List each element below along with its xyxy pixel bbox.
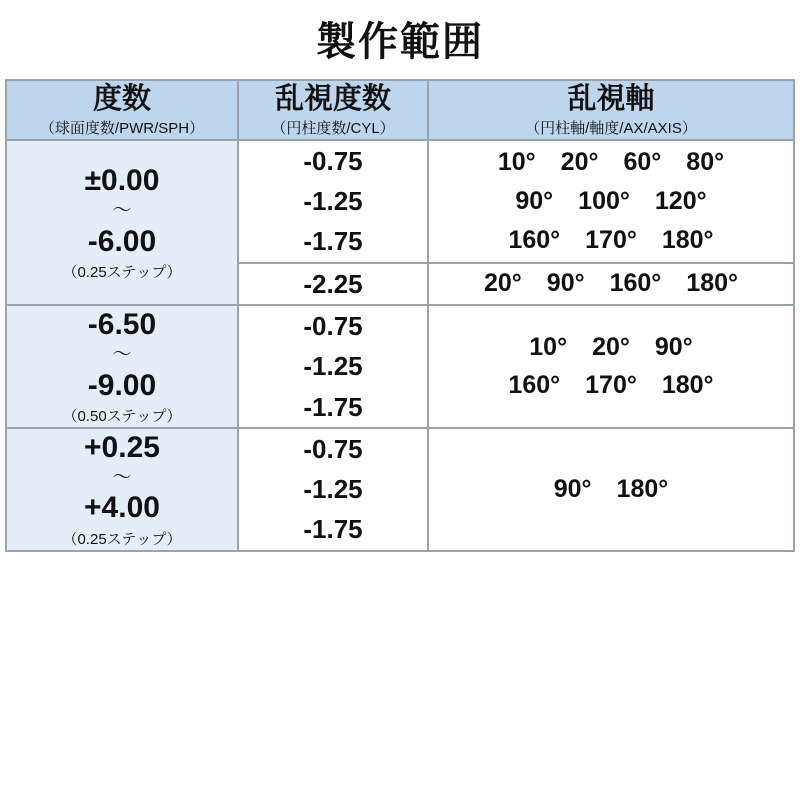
axis-cell	[428, 263, 794, 305]
cylinder-value: -0.75	[303, 433, 363, 464]
power-step: （0.25ステップ）	[62, 530, 182, 548]
cylinder-value: -2.25	[303, 268, 363, 299]
power-cell-group-3	[6, 428, 238, 551]
table-header	[6, 80, 794, 140]
axis-values: 90° 180°	[553, 474, 669, 503]
axis-cell	[428, 140, 794, 263]
power-to: -9.00	[87, 368, 157, 402]
power-from: ±0.00	[84, 164, 160, 198]
table-row	[6, 428, 794, 551]
table-row	[6, 305, 794, 428]
power-tilde: 〜	[112, 343, 132, 365]
cylinder-value: -1.75	[303, 391, 363, 422]
table-row	[6, 140, 794, 263]
header-cylinder-subtitle: （円柱度数/CYL）	[271, 120, 395, 138]
cylinder-value: -1.25	[303, 186, 363, 217]
axis-values: 90° 100° 120°	[515, 186, 707, 215]
power-tilde: 〜	[112, 466, 132, 488]
header-cylinder	[238, 80, 428, 140]
header-axis-subtitle: （円柱軸/軸度/AX/AXIS）	[525, 120, 697, 138]
header-power-title: 度数	[92, 83, 151, 115]
cylinder-cell	[238, 263, 428, 305]
axis-values: 10° 20° 90°	[529, 332, 693, 361]
cylinder-cell	[238, 305, 428, 428]
power-cell-group-1	[6, 140, 238, 305]
production-range-table	[5, 79, 795, 552]
power-to: +4.00	[84, 491, 160, 525]
cylinder-value: -0.75	[303, 310, 363, 341]
axis-cell	[428, 305, 794, 428]
header-cylinder-title: 乱視度数	[274, 83, 391, 115]
cylinder-value: -1.75	[303, 514, 363, 545]
header-axis-title: 乱視軸	[567, 83, 655, 115]
axis-values: 10° 20° 60° 80°	[497, 148, 725, 177]
table-header-row	[6, 80, 794, 140]
cylinder-value: -1.25	[303, 351, 363, 382]
cylinder-value: -0.75	[303, 145, 363, 176]
power-to: -6.00	[87, 224, 157, 258]
axis-cell	[428, 428, 794, 551]
power-from: -6.50	[87, 308, 157, 342]
cylinder-value: -1.25	[303, 474, 363, 505]
power-tilde: 〜	[112, 199, 132, 221]
header-power	[6, 80, 238, 140]
power-cell-group-2	[6, 305, 238, 428]
header-axis	[428, 80, 794, 140]
power-step: （0.25ステップ）	[62, 264, 182, 282]
power-step: （0.50ステップ）	[62, 408, 182, 426]
header-power-subtitle: （球面度数/PWR/SPH）	[39, 120, 205, 138]
cylinder-cell	[238, 428, 428, 551]
cylinder-value: -1.75	[303, 226, 363, 257]
page-title: 製作範囲	[316, 20, 484, 64]
cylinder-cell	[238, 140, 428, 263]
axis-values: 20° 90° 160° 180°	[483, 269, 739, 298]
power-from: +0.25	[84, 431, 160, 465]
axis-values: 160° 170° 180°	[508, 225, 714, 254]
table-body	[6, 140, 794, 551]
axis-values: 160° 170° 180°	[508, 371, 714, 400]
